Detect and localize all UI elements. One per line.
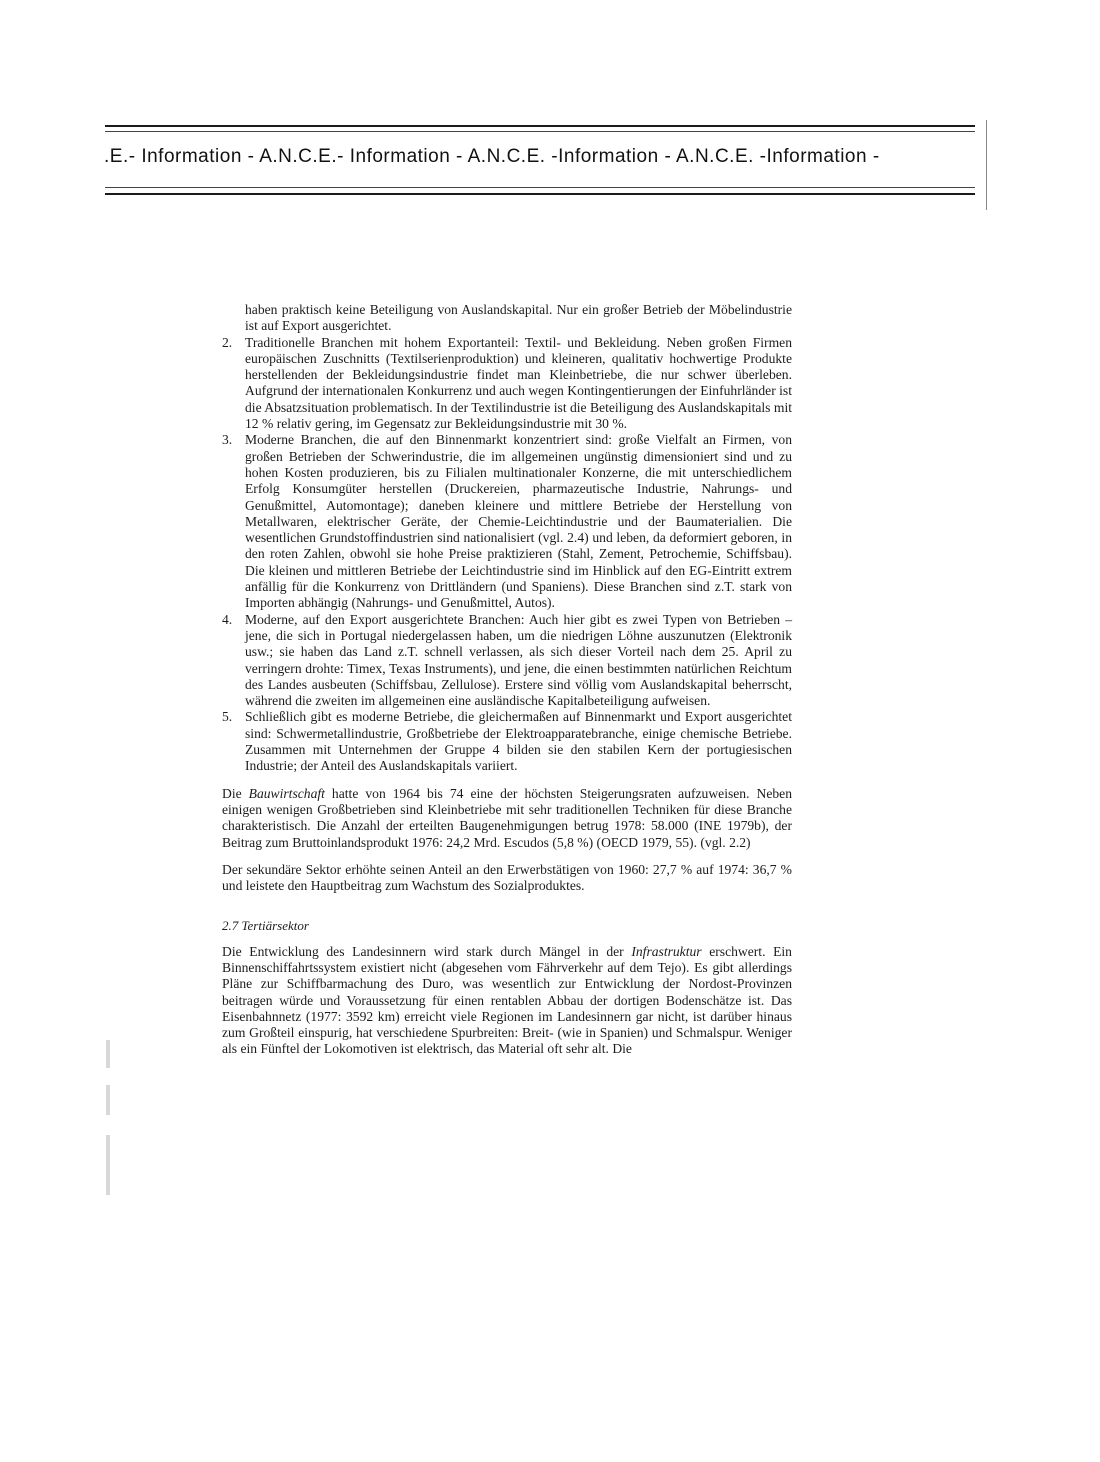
list-item	[222, 432, 792, 611]
paragraph-lead: Die	[222, 785, 249, 801]
paragraph-sekundaer: Der sekundäre Sektor erhöhte seinen Anteil an den Erwerbstätigen von 1960: 27,7 % auf 1974: 36,7 % und leistete den Hauptbeitrag zum Wachstum des Sozialproduktes.	[222, 861, 792, 894]
list-item-text: Schließlich gibt es moderne Betriebe, die gleichermaßen auf Binnenmarkt und Export ausgerichtet sind: Schwermetallindustrie, Großbetriebe der Elektroapparatebranche, einige chemische Betriebe. Zusammen mit Unternehmen der Gruppe 4 bilden sie den stabilen Kern der portugiesischen Industrie; der Anteil des Auslandskapitals variiert.	[245, 709, 792, 774]
header-rule-top	[105, 125, 975, 127]
scan-mark	[106, 1085, 110, 1115]
list-item-number: 3.	[222, 432, 233, 448]
header-rule-bottom-thin	[105, 187, 975, 188]
header-band: .E.- Information - A.N.C.E.- Information - A.N.C.E. -Information - A.N.C.E. -Information -	[104, 146, 880, 167]
list-item-number: 5.	[222, 709, 233, 725]
list-item	[222, 335, 792, 433]
intro-continuation: haben praktisch keine Beteiligung von Auslandskapital. Nur ein großer Betrieb der Möbelindustrie ist auf Export ausgerichtet.	[245, 302, 792, 334]
page-body	[222, 302, 792, 1058]
scan-edge-line	[986, 120, 987, 210]
emphasized-term: Infrastruktur	[631, 943, 702, 959]
header-rule-bottom	[105, 193, 975, 195]
scan-mark	[106, 1040, 110, 1068]
header-rule-top-thin	[105, 131, 975, 132]
emphasized-term: Bauwirtschaft	[248, 785, 325, 801]
paragraph-bauwirtschaft	[222, 786, 792, 851]
paragraph-rest: hatte von 1964 bis 74 eine der höchsten Steigerungsraten aufzuweisen. Neben einigen wenigen Großbetrieben sind Kleinbetriebe mit sehr traditionellen Techniken für diese Branche charakteristisch. Die Anzahl der erteilten Baugenehmigungen betrug 1978: 58.000 (INE 1979b), der Beitrag zum Bruttoinlandsprodukt 1976: 24,2 Mrd. Escudos (5,8 %) (OECD 1979, 55). (vgl. 2.2)	[222, 785, 792, 850]
list-item-text: Moderne Branchen, die auf den Binnenmarkt konzentriert sind: große Vielfalt an Firmen, von großen Betrieben der Schwerindustrie, die im allgemeinen ungünstig dimensioniert sind und zu hohen Kosten produzieren, bis zu Filialen multinationaler Konzerne, die mit unterschiedlichem Erfolg Konsumgüter herstellen (Druckereien, pharmazeutische Industrie, Nahrungs- und Genußmittel, Automontage); daneben kleinere und mittlere Betriebe der Herstellung von Metallwaren, elektrischer Geräte, der Chemie-Leichtindustrie und der Baumaterialien. Die wesentlichen Grundstoffindustrien sind nationalisiert (vgl. 2.4) und leben, da deformiert geboren, in den roten Zahlen, obwohl sie hohe Preise praktizieren (Stahl, Zement, Petrochemie, Schiffsbau). Die kleinen und mittleren Betriebe der Leichtindustrie sind im Hinblick auf den EG-Eintritt extrem anfällig für die Konkurrenz von Drittländern (und Spaniens). Diese Branchen sind z.T. stark von Importen abhängig (Nahrungs- und Genußmittel, Autos).	[245, 432, 792, 611]
list-item-text: Moderne, auf den Export ausgerichtete Branchen: Auch hier gibt es zwei Typen von Betrieben – jene, die sich in Portugal niedergelassen haben, um die niedrigen Löhne auszunutzen (Elektronik usw.; sie haben das Land z.T. schnell verlassen, als sich dieser Vorteil nach dem 25. April zu verringern drohte: Timex, Texas Instruments), und jene, die einen bestimmten natürlichen Reichtum des Landes ausbeuten (Schiffsbau, Zellulose). Erstere sind völlig vom Auslandskapital beherrscht, während die zweiten im allgemeinen eine ausländische Kapitalbeteiligung aufweisen.	[245, 611, 792, 709]
paragraph-tertiaer	[222, 944, 792, 1058]
list-item	[222, 709, 792, 774]
paragraph-lead: Die Entwicklung des Landesinnern wird stark durch Mängel in der	[222, 943, 632, 959]
list-item-number: 4.	[222, 611, 233, 627]
scan-mark	[106, 1135, 110, 1195]
section-heading: 2.7 Tertiärsektor	[222, 918, 309, 934]
paragraph-rest: erschwert. Ein Binnenschiffahrtssystem existiert nicht (abgesehen vom Fährverkehr auf dem Tejo). Es gibt allerdings Pläne zur Schiffbarmachung des Duro, was wesentlich zur Entwicklung der Nordost-Provinzen beitragen würde und Voraussetzung für einen rentablen Abbau der dortigen Bodenschätze ist. Das Eisenbahnnetz (1977: 3592 km) erreicht viele Regionen im Landesinnern gar nicht, ist darüber hinaus zum Großteil einspurig, hat verschiedene Spurbreiten: Breit- (wie in Spanien) und Schmalspur. Weniger als ein Fünftel der Lokomotiven ist elektrisch, das Material oft sehr alt. Die	[222, 943, 792, 1057]
list-item-number: 2.	[222, 334, 233, 350]
list-item	[222, 612, 792, 710]
list-item-text: Traditionelle Branchen mit hohem Exportanteil: Textil- und Bekleidung. Neben großen Firmen europäischen Zuschnitts (Textilserienproduktion) und kleineren, qualitativ hochwertige Produkte herstellenden der Bekleidungsindustrie findet man Kleinbetriebe, die nur schwer überleben. Aufgrund der internationalen Konkurrenz und auch wegen Kontingentierungen der Einfuhrländer ist die Absatzsituation problematisch. In der Textilindustrie ist die Beteiligung des Auslandskapitals mit 12 % relativ gering, im Gegensatz zur Bekleidungsindustrie mit 30 %.	[245, 334, 792, 432]
